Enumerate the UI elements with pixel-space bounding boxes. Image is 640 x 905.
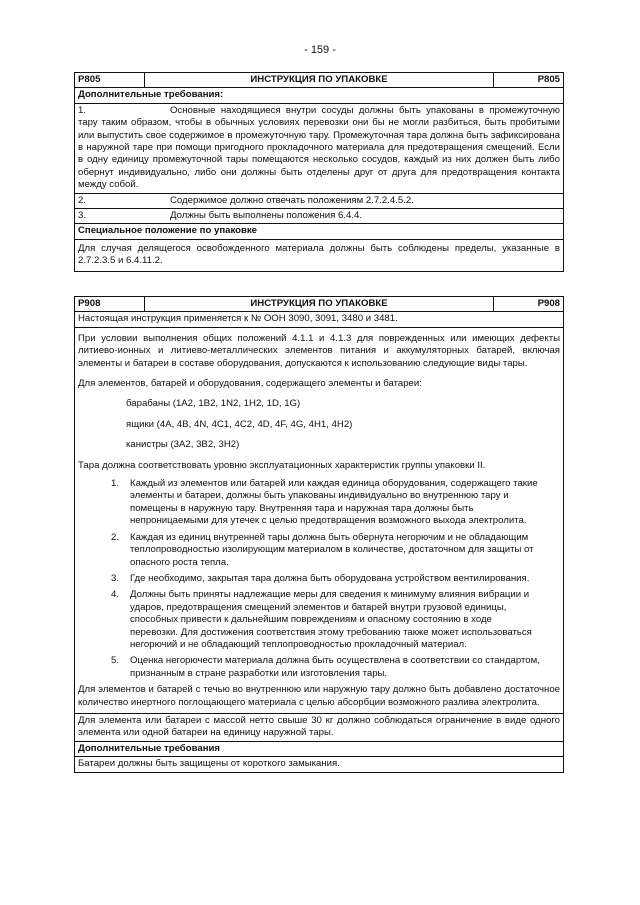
p805-title: ИНСТРУКЦИЯ ПО УПАКОВКЕ [145, 73, 494, 88]
p908-mass-text: Для элемента или батареи с массой нетто свыше 30 кг должно соблюдаться ограничение в виде одного элемента или одной батареи на единицу наружной тары. [75, 713, 564, 741]
list-item-number: 3. [111, 572, 120, 584]
list-item [78, 532, 560, 569]
list-item [78, 478, 560, 528]
p805-special-heading: Специальное положение по упаковке [75, 224, 564, 239]
p908-packaging-boxes: ящики (4A, 4B, 4N, 4C1, 4C2, 4D, 4F, 4G, 4H1, 4H2) [126, 418, 353, 430]
list-item-text: Каждый из элементов или батарей или каждая единица оборудования, содержащего такие элементы и батареи, должны быть упакованы индивидуально во внутреннюю тару и помещены в наружную тару. Внутренняя тара и наружная тара должны быть непроницаемыми для утечек с целью предотвращения возможного выхода электролита. [130, 478, 538, 527]
p805-special-text: Для случая делящегося освобожденного материала должны быть соблюдены пределы, указанные в 2.7.2.3.5 и 6.4.11.2. [75, 239, 564, 271]
p805-table [74, 72, 564, 272]
p805-item-3-num: 3. [78, 210, 87, 222]
p908-body-cell [75, 327, 564, 713]
p908-title: ИНСТРУКЦИЯ ПО УПАКОВКЕ [145, 297, 494, 312]
list-item-text: Должны быть приняты надлежащие меры для сведения к минимуму влияния вибрации и ударов, предотвращения смещений элементов и батарей внутри грузовой единицы, способных привести к дальнейшим повреждениям и опасному состоянию в ходе перевозки. Для достижения соответствия этому требованию также может использоваться негорючий и не обладающий теплопроводностью прокладочный материал. [130, 589, 532, 650]
p805-item-1 [75, 103, 564, 193]
p908-for-label: Для элементов, батарей и оборудования, содержащего элементы и батареи: [78, 378, 422, 390]
p908-table [74, 296, 564, 773]
p805-header-row [75, 73, 564, 88]
p908-code-right: P908 [494, 297, 564, 312]
p805-code-right: P805 [494, 73, 564, 88]
list-item-number: 2. [111, 531, 120, 543]
p805-item-1-text: Основные находящиеся внутри сосуды должны быть упакованы в промежуточную тару таким образом, чтобы в обычных условиях перевозки они бы не могли разбиться, быть пробитыми или выпустить свое содержимое в промежуточную тару. Промежуточная тара должна быть зафиксирована в наружной таре при помощи пригодного прокладочного материала для предотвращения смещений. Если в одну единицу промежуточной тары помещаются несколько сосудов, каждый из них должен быть либо обернут индивидуально, либо они должны быть отделены друг от друга для предотвращения контакта между собой. [78, 104, 560, 191]
p908-performance: Тара должна соответствовать уровню эксплуатационных характеристик группы упаковки II. [78, 459, 486, 471]
p908-additional-text: Батареи должны быть защищены от короткого замыкания. [75, 757, 564, 772]
p908-leak-text: Для элементов и батарей с течью во внутреннюю или наружную тару должно быть добавлено достаточное количество инертного поглощающего материала с целью абсорбции возможного разлива электролита. [78, 684, 560, 708]
list-item-number: 5. [111, 655, 120, 667]
list-item [78, 655, 560, 680]
p908-header-row [75, 297, 564, 312]
p805-item-2-text: Содержимое должно отвечать положениям 2.7.2.4.5.2. [170, 194, 414, 206]
p908-code-left: P908 [75, 297, 145, 312]
p908-intro: При условии выполнения общих положений 4.1.1 и 4.1.3 для поврежденных или имеющих дефекты литиево-ионных и литиево-металлических элементов питания и аккумуляторных батарей, включая элементы и батареи в составе оборудования, допускаются к использованию следующие виды тары. [78, 332, 560, 369]
p805-item-2 [75, 193, 564, 208]
p908-packaging-drums: барабаны (1A2, 1B2, 1N2, 1H2, 1D, 1G) [126, 398, 301, 410]
p805-item-1-num: 1. [78, 104, 87, 116]
page-number: - 159 - [304, 44, 336, 56]
list-item-text: Каждая из единиц внутренней тары должна быть обернута негорючим и не обладающим теплопроводностью изолирующим материалом в количестве, достаточном для защиты от опасного роста тепла. [130, 531, 534, 568]
list-item-number: 1. [111, 478, 120, 490]
p908-packaging-jerricans: канистры (3A2, 3B2, 3H2) [126, 439, 240, 451]
list-item [78, 573, 560, 585]
p805-item-3-text: Должны быть выполнены положения 6.4.4. [170, 210, 362, 222]
p805-additional-heading: Дополнительные требования: [75, 88, 564, 103]
list-item-number: 4. [111, 589, 120, 601]
p908-additional-heading: Дополнительные требования [75, 741, 564, 756]
list-item-text: Где необходимо, закрытая тара должна быть оборудована устройством вентилирования. [130, 572, 530, 584]
p805-item-3 [75, 209, 564, 224]
p805-code-left: P805 [75, 73, 145, 88]
p805-item-2-num: 2. [78, 194, 87, 206]
list-item-text: Оценка негорючести материала должна быть осуществлена в соответствии со стандартом, признанным в стране разработки или изготовления тары. [130, 655, 540, 679]
p908-applies: Настоящая инструкция применяется к № ООН 3090, 3091, 3480 и 3481. [75, 312, 564, 327]
p908-requirements-list [78, 478, 560, 680]
list-item [78, 589, 560, 651]
